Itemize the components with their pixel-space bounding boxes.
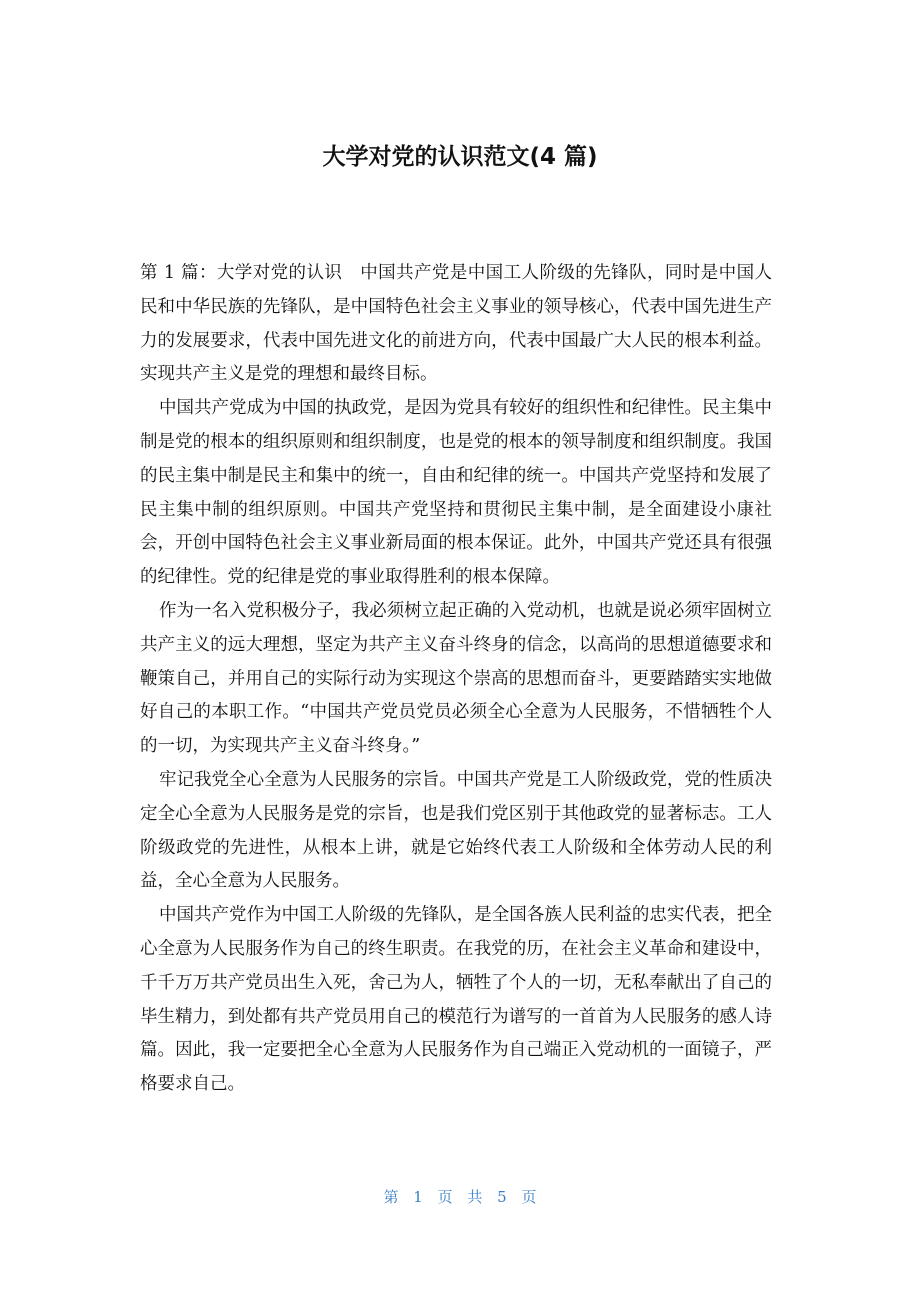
paragraph-4: 牢记我党全心全意为人民服务的宗旨。中国共产党是工人阶级政党，党的性质决定全心全意为人民服务是党的宗旨，也是我们党区别于其他政党的显著标志。工人阶级政党的先进性，从根本上讲，就是它始终代表工人阶级和全体劳动人民的利益，全心全意为人民服务。	[140, 769, 772, 892]
document-title: 大学对党的认识范文(4 篇)	[322, 144, 598, 170]
page-number-footer: 第 1 页 共 5 页	[383, 1188, 537, 1206]
document-body	[140, 257, 772, 1102]
paragraph-3: 作为一名入党积极分子，我必须树立起正确的入党动机，也就是说必须牢固树立共产主义的远大理想，坚定为共产主义奋斗终身的信念，以高尚的思想道德要求和鞭策自己，并用自己的实际行动为实现这个崇高的思想而奋斗，更要踏踏实实地做好自己的本职工作。“中国共产党员党员必须全心全意为人民服务，不惜牺牲个人的一切，为实现共产主义奋斗终身。”	[140, 600, 772, 757]
paragraph-5: 中国共产党作为中国工人阶级的先锋队，是全国各族人民利益的忠实代表，把全心全意为人民服务作为自己的终生职责。在我党的历，在社会主义革命和建设中，千千万万共产党员出生入死，舍己为人，牺牲了个人的一切，无私奉献出了自己的毕生精力，到处都有共产党员用自己的模范行为谱写的一首首为人民服务的感人诗篇。因此，我一定要把全心全意为人民服务作为自己端正入党动机的一面镜子，严格要求自己。	[140, 905, 772, 1095]
paragraph-1: 第 1 篇：大学对党的认识 中国共产党是中国工人阶级的先锋队，同时是中国人民和中华民族的先锋队，是中国特色社会主义事业的领导核心，代表中国先进生产力的发展要求，代表中国先进文化的前进方向，代表中国最广大人民的根本利益。实现共产主义是党的理想和最终目标。	[140, 263, 772, 385]
paragraph-2: 中国共产党成为中国的执政党，是因为党具有较好的组织性和纪律性。民主集中制是党的根本的组织原则和组织制度，也是党的根本的领导制度和组织制度。我国的民主集中制是民主和集中的统一，自由和纪律的统一。中国共产党坚持和发展了民主集中制的组织原则。中国共产党坚持和贯彻民主集中制，是全面建设小康社会，开创中国特色社会主义事业新局面的根本保证。此外，中国共产党还具有很强的纪律性。党的纪律是党的事业取得胜利的根本保障。	[140, 398, 772, 588]
